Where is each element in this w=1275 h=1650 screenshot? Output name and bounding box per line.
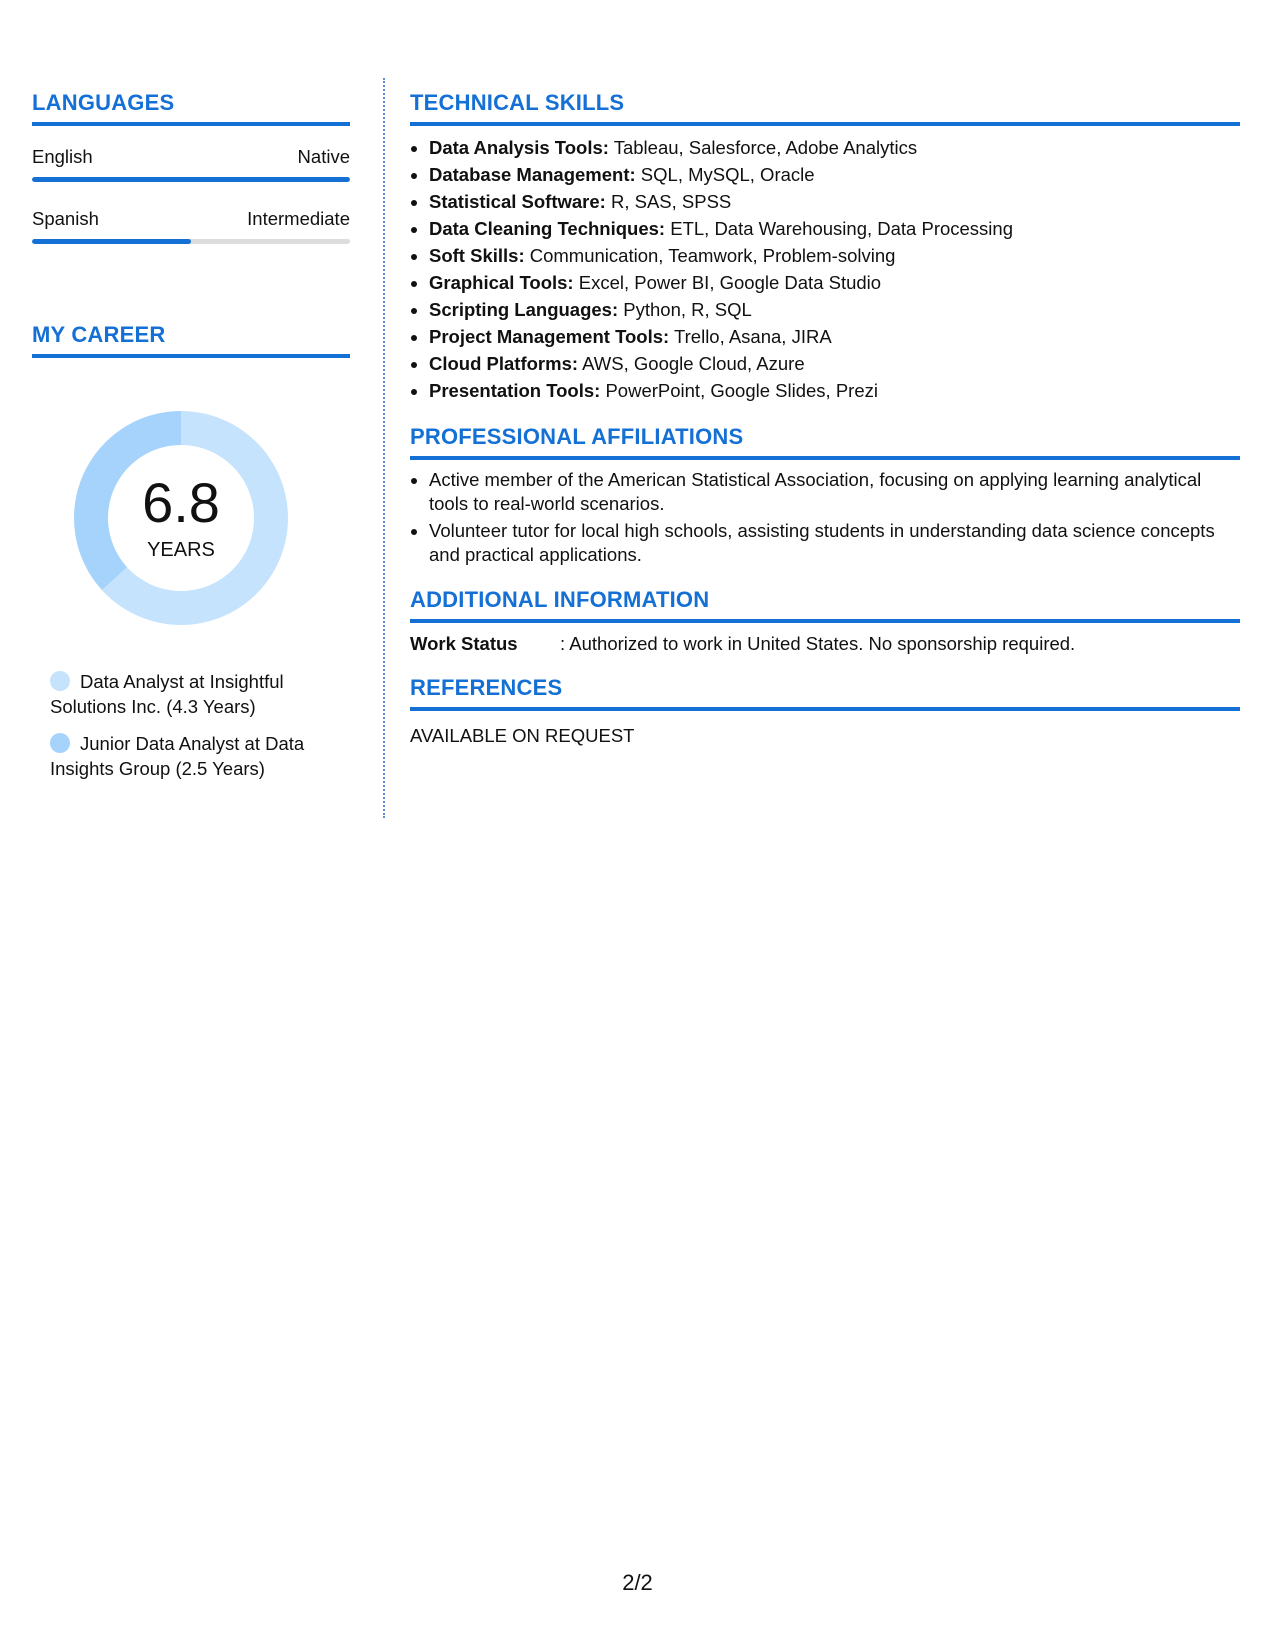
right-column [410, 90, 1240, 747]
affiliations-section [410, 424, 1240, 567]
skill-label: Database Management: [429, 164, 636, 185]
legend-dot-icon [50, 671, 70, 691]
career-role-label: Junior Data Analyst at Data Insights Group (2.5 Years) [50, 733, 305, 779]
list-item [429, 350, 1240, 377]
skill-value: Tableau, Salesforce, Adobe Analytics [613, 137, 918, 158]
list-item [429, 377, 1240, 404]
language-level: Native [297, 146, 350, 167]
list-item [429, 242, 1240, 269]
skill-value: Communication, Teamwork, Problem-solving [529, 245, 896, 266]
skill-label: Data Cleaning Techniques: [429, 218, 666, 239]
skill-value: Python, R, SQL [623, 299, 752, 320]
page-number: 2/2 [622, 1570, 653, 1595]
technical-skills-list [410, 134, 1240, 404]
list-item [429, 161, 1240, 188]
language-proficiency-bar [32, 239, 350, 244]
list-item: • Active member of the American Statistical Association, focusing on applying learning analytical tools to real-world scenarios. [429, 468, 1240, 516]
language-name: English [32, 146, 93, 167]
career-legend-item [50, 669, 350, 719]
skill-label: Presentation Tools: [429, 380, 601, 401]
career-legend-item [50, 731, 350, 781]
language-name: Spanish [32, 208, 99, 229]
references-text: AVAILABLE ON REQUEST [410, 725, 635, 746]
skill-value: Excel, Power BI, Google Data Studio [578, 272, 882, 293]
language-proficiency-fill [32, 239, 191, 244]
list-item [429, 134, 1240, 161]
career-donut-center [66, 403, 296, 633]
affiliations-list [410, 468, 1240, 567]
work-status-row [410, 633, 1240, 655]
additional-info-section [410, 587, 1240, 655]
career-total-unit: YEARS [147, 538, 215, 561]
skill-value: ETL, Data Warehousing, Data Processing [670, 218, 1013, 239]
language-proficiency-fill [32, 177, 350, 182]
technical-skills-section [410, 90, 1240, 404]
language-item [32, 208, 350, 244]
skill-label: Scripting Languages: [429, 299, 619, 320]
languages-title: LANGUAGES [32, 90, 350, 126]
skill-value: R, SAS, SPSS [610, 191, 732, 212]
career-role-label: Data Analyst at Insightful Solutions Inc. (4.3 Years) [50, 671, 284, 717]
skill-value: AWS, Google Cloud, Azure [582, 353, 805, 374]
career-legend [32, 669, 350, 781]
skill-label: Statistical Software: [429, 191, 606, 212]
career-donut-chart [66, 403, 296, 633]
skill-label: Data Analysis Tools: [429, 137, 609, 158]
column-divider [383, 78, 385, 818]
skill-label: Soft Skills: [429, 245, 525, 266]
language-level: Intermediate [247, 208, 350, 229]
work-status-value: : Authorized to work in United States. No sponsorship required. [560, 633, 1076, 654]
languages-section [32, 90, 350, 244]
career-section [32, 322, 350, 781]
skill-label: Graphical Tools: [429, 272, 574, 293]
references-section [410, 675, 1240, 747]
language-item [32, 146, 350, 182]
list-item [429, 296, 1240, 323]
career-title: MY CAREER [32, 322, 350, 358]
work-status-label: Work Status [410, 633, 518, 654]
skill-label: Project Management Tools: [429, 326, 670, 347]
list-item [429, 188, 1240, 215]
language-proficiency-bar [32, 177, 350, 182]
technical-skills-title: TECHNICAL SKILLS [410, 90, 1240, 126]
skill-value: PowerPoint, Google Slides, Prezi [605, 380, 878, 401]
career-total-years: 6.8 [142, 470, 220, 534]
legend-dot-icon [50, 733, 70, 753]
affiliations-title: PROFESSIONAL AFFILIATIONS [410, 424, 1240, 460]
skill-label: Cloud Platforms: [429, 353, 579, 374]
left-column [32, 90, 350, 793]
skill-value: SQL, MySQL, Oracle [640, 164, 815, 185]
list-item [429, 323, 1240, 350]
references-title: REFERENCES [410, 675, 1240, 711]
list-item: • Volunteer tutor for local high schools, assisting students in understanding data science concepts and practical applications. [429, 519, 1240, 567]
additional-info-title: ADDITIONAL INFORMATION [410, 587, 1240, 623]
list-item [429, 269, 1240, 296]
skill-value: Trello, Asana, JIRA [674, 326, 832, 347]
list-item [429, 215, 1240, 242]
